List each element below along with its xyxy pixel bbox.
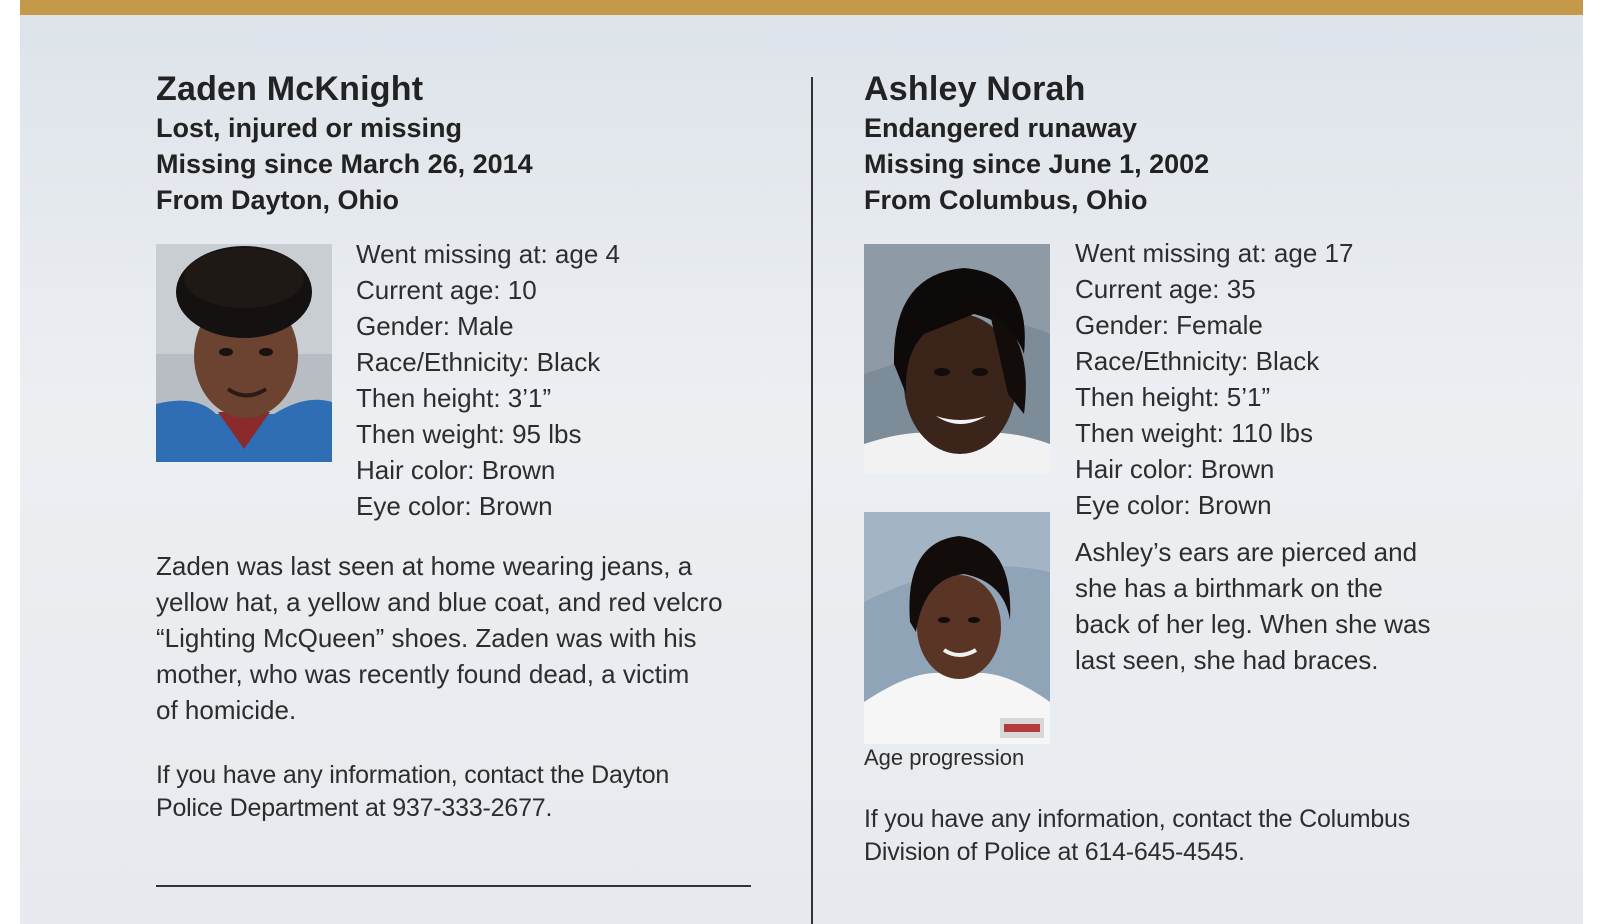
description-line: “Lighting McQueen” shoes. Zaden was with his [156, 623, 697, 653]
person-name: Ashley Norah [864, 70, 1086, 108]
fact-height: Then height: 5’1” [1075, 382, 1271, 412]
fact-hair: Hair color: Brown [1075, 454, 1275, 484]
case-category: Lost, injured or missing [156, 113, 463, 143]
fact-race: Race/Ethnicity: Black [356, 347, 601, 377]
contact-line: Division of Police at 614-645-4545. [864, 838, 1245, 866]
fact-gender: Gender: Female [1075, 310, 1263, 340]
fact-eyes: Eye color: Brown [1075, 490, 1272, 520]
hometown: From Columbus, Ohio [864, 185, 1148, 215]
contact-info [156, 759, 669, 825]
missing-since: Missing since March 26, 2014 [156, 149, 533, 179]
photo-caption: Age progression [864, 745, 1025, 770]
person-summary [156, 110, 533, 218]
missing-since: Missing since June 1, 2002 [864, 149, 1210, 179]
description-line: last seen, she had braces. [1075, 645, 1379, 675]
person-facts [1075, 235, 1353, 523]
person-name: Zaden McKnight [156, 70, 424, 108]
bottom-rule [156, 885, 751, 887]
age-progression-photo [864, 512, 1050, 744]
contact-info [864, 803, 1410, 869]
person-photo [864, 244, 1050, 474]
description-line: mother, who was recently found dead, a victim [156, 659, 690, 689]
fact-current-age: Current age: 35 [1075, 274, 1256, 304]
hometown: From Dayton, Ohio [156, 185, 399, 215]
contact-line: If you have any information, contact the Dayton [156, 761, 670, 789]
contact-line: If you have any information, contact the Columbus [864, 805, 1411, 833]
person-summary [864, 110, 1209, 218]
contact-line: Police Department at 937-333-2677. [156, 794, 553, 822]
fact-age-missing: Went missing at: age 17 [1075, 238, 1354, 268]
description-line: Zaden was last seen at home wearing jeans, a [156, 551, 693, 581]
fact-gender: Gender: Male [356, 311, 514, 341]
description [156, 548, 723, 728]
accent-bar [20, 0, 1583, 15]
description-line: Ashley’s ears are pierced and [1075, 537, 1418, 567]
fact-eyes: Eye color: Brown [356, 491, 553, 521]
fact-height: Then height: 3’1” [356, 383, 552, 413]
fact-hair: Hair color: Brown [356, 455, 556, 485]
fact-current-age: Current age: 10 [356, 275, 537, 305]
fact-race: Race/Ethnicity: Black [1075, 346, 1320, 376]
fact-weight: Then weight: 95 lbs [356, 419, 582, 449]
description-line: of homicide. [156, 695, 297, 725]
description-line: back of her leg. When she was [1075, 609, 1431, 639]
column-divider [811, 77, 813, 924]
description [1075, 534, 1431, 678]
fact-weight: Then weight: 110 lbs [1075, 418, 1313, 448]
description-line: she has a birthmark on the [1075, 573, 1383, 603]
fact-age-missing: Went missing at: age 4 [356, 239, 620, 269]
case-category: Endangered runaway [864, 113, 1138, 143]
description-line: yellow hat, a yellow and blue coat, and red velcro [156, 587, 723, 617]
child-photo [156, 244, 332, 462]
person-facts [356, 236, 620, 524]
